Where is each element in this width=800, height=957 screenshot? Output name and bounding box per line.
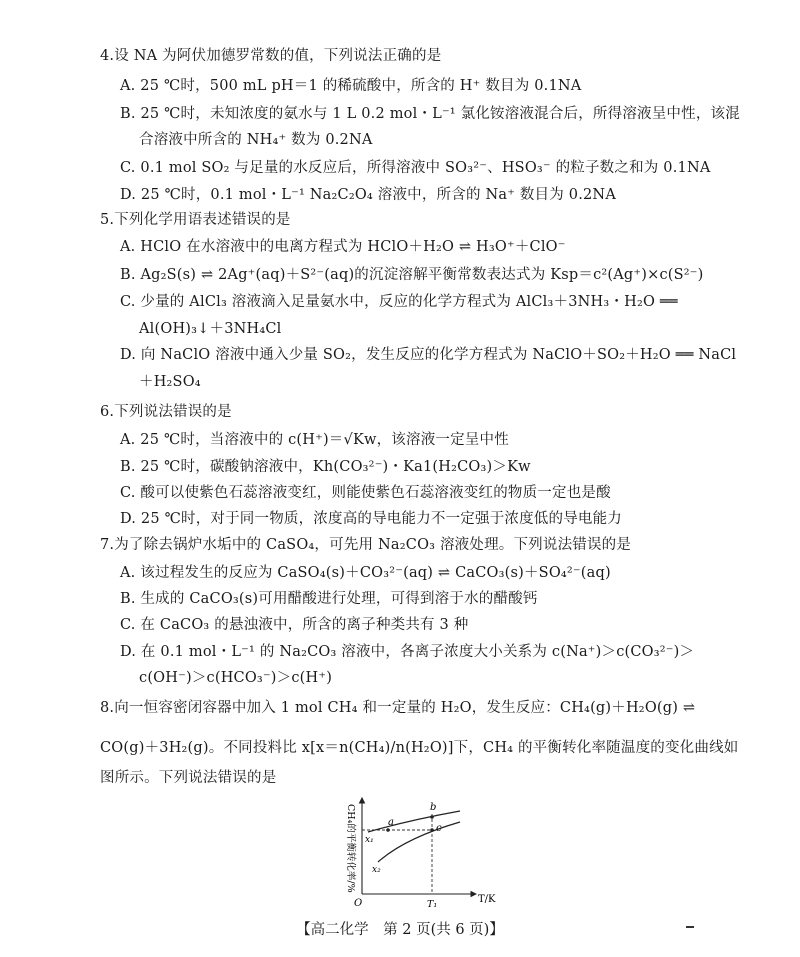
question-5-option-c: C. 少量的 AlCl₃ 溶液滴入足量氨水中，反应的化学方程式为 AlCl₃＋3NH₃・H₂O ══: [120, 294, 678, 310]
question-7-option-c: C. 在 CaCO₃ 的悬浊液中，所含的离子种类共有 3 种: [120, 617, 469, 633]
question-4-option-b-continued: 合溶液中所含的 NH₄⁺ 数为 0.2NA: [139, 132, 373, 148]
question-6-option-c: C. 酸可以使紫色石蕊溶液变红，则能使紫色石蕊溶液变红的物质一定也是酸: [120, 485, 611, 501]
question-5-option-c-continued: Al(OH)₃↓＋3NH₄Cl: [139, 321, 282, 337]
question-4-option-b: B. 25 ℃时，未知浓度的氨水与 1 L 0.2 mol・L⁻¹ 氯化铵溶液混合后，所得溶液呈中性，该混: [120, 106, 740, 122]
question-7-option-a: A. 该过程发生的反应为 CaSO₄(s)＋CO₃²⁻(aq) ⇌ CaCO₃(s)＋SO₄²⁻(aq): [120, 565, 611, 581]
question-5-option-d-continued: ＋H₂SO₄: [139, 374, 201, 390]
question-5-stem: 5.下列化学用语表述错误的是: [100, 212, 291, 228]
scan-mark: [686, 926, 694, 928]
t1-label: T₁: [427, 899, 438, 910]
curve-x2: [378, 822, 460, 862]
question-4-option-c: C. 0.1 mol SO₂ 与足量的水反应后，所得溶液中 SO₃²⁻、HSO₃⁻ 的粒子数之和为 0.1NA: [120, 160, 711, 176]
curve-x2-label: x₂: [372, 865, 381, 875]
point-a-marker: [386, 828, 390, 832]
page-footer: 【高二化学 第 2 页(共 6 页)】: [296, 922, 504, 938]
conversion-vs-temperature-figure: [320, 792, 520, 914]
y-axis-label: CH₄的平衡转化率/%: [345, 804, 356, 893]
question-6-option-a: A. 25 ℃时，当溶液中的 c(H⁺)＝√Kw，该溶液一定呈中性: [120, 432, 509, 448]
point-a-label: a: [388, 817, 394, 828]
question-8-stem-line-2: CO(g)＋3H₂(g)。不同投料比 x[x＝n(CH₄)/n(H₂O)]下，CH₄ 的平衡转化率随温度的变化曲线如: [100, 740, 739, 756]
question-7-option-d-continued: c(OH⁻)＞c(HCO₃⁻)＞c(H⁺): [139, 670, 333, 686]
question-7-option-d: D. 在 0.1 mol・L⁻¹ 的 Na₂CO₃ 溶液中，各离子浓度大小关系为 c(Na⁺)＞c(CO₃²⁻)＞: [120, 644, 695, 660]
question-7-option-b: B. 生成的 CaCO₃(s)可用醋酸进行处理，可得到溶于水的醋酸钙: [120, 591, 538, 607]
x-axis-label: T/K: [478, 894, 496, 905]
curve-x1: [368, 811, 460, 832]
question-4-stem: 4.设 NA 为阿伏加德罗常数的值，下列说法正确的是: [100, 48, 442, 64]
curve-x1-label: x₁: [365, 835, 374, 845]
point-c-label: c: [436, 823, 442, 834]
question-6-option-b: B. 25 ℃时，碳酸钠溶液中，Kh(CO₃²⁻)・Ka1(H₂CO₃)＞Kw: [120, 459, 531, 475]
point-b-marker: [430, 815, 434, 819]
question-8-stem-line-3: 图所示。下列说法错误的是: [100, 770, 277, 786]
question-7-stem: 7.为了除去锅炉水垢中的 CaSO₄，可先用 Na₂CO₃ 溶液处理。下列说法错误的是: [100, 537, 632, 553]
question-5-option-d: D. 向 NaClO 溶液中通入少量 SO₂，发生反应的化学方程式为 NaClO＋SO₂＋H₂O ══ NaCl: [120, 347, 737, 363]
question-5-option-b: B. Ag₂S(s) ⇌ 2Ag⁺(aq)＋S²⁻(aq)的沉淀溶解平衡常数表达式为 Ksp＝c²(Ag⁺)×c(S²⁻): [120, 267, 704, 283]
question-4-option-d: D. 25 ℃时，0.1 mol・L⁻¹ Na₂C₂O₄ 溶液中，所含的 Na⁺ 数目为 0.2NA: [120, 187, 616, 203]
origin-label: O: [354, 898, 363, 909]
question-6-stem: 6.下列说法错误的是: [100, 404, 232, 420]
question-8-stem-line-1: 8.向一恒容密闭容器中加入 1 mol CH₄ 和一定量的 H₂O，发生反应：CH₄(g)＋H₂O(g) ⇌: [100, 700, 696, 716]
question-5-option-a: A. HClO 在水溶液中的电离方程式为 HClO＋H₂O ⇌ H₃O⁺＋ClO⁻: [120, 239, 566, 255]
point-c-marker: [430, 828, 434, 832]
question-4-option-a: A. 25 ℃时，500 mL pH＝1 的稀硫酸中，所含的 H⁺ 数目为 0.1NA: [120, 78, 582, 94]
question-6-option-d: D. 25 ℃时，对于同一物质，浓度高的导电能力不一定强于浓度低的导电能力: [120, 511, 623, 527]
point-b-label: b: [430, 802, 437, 813]
